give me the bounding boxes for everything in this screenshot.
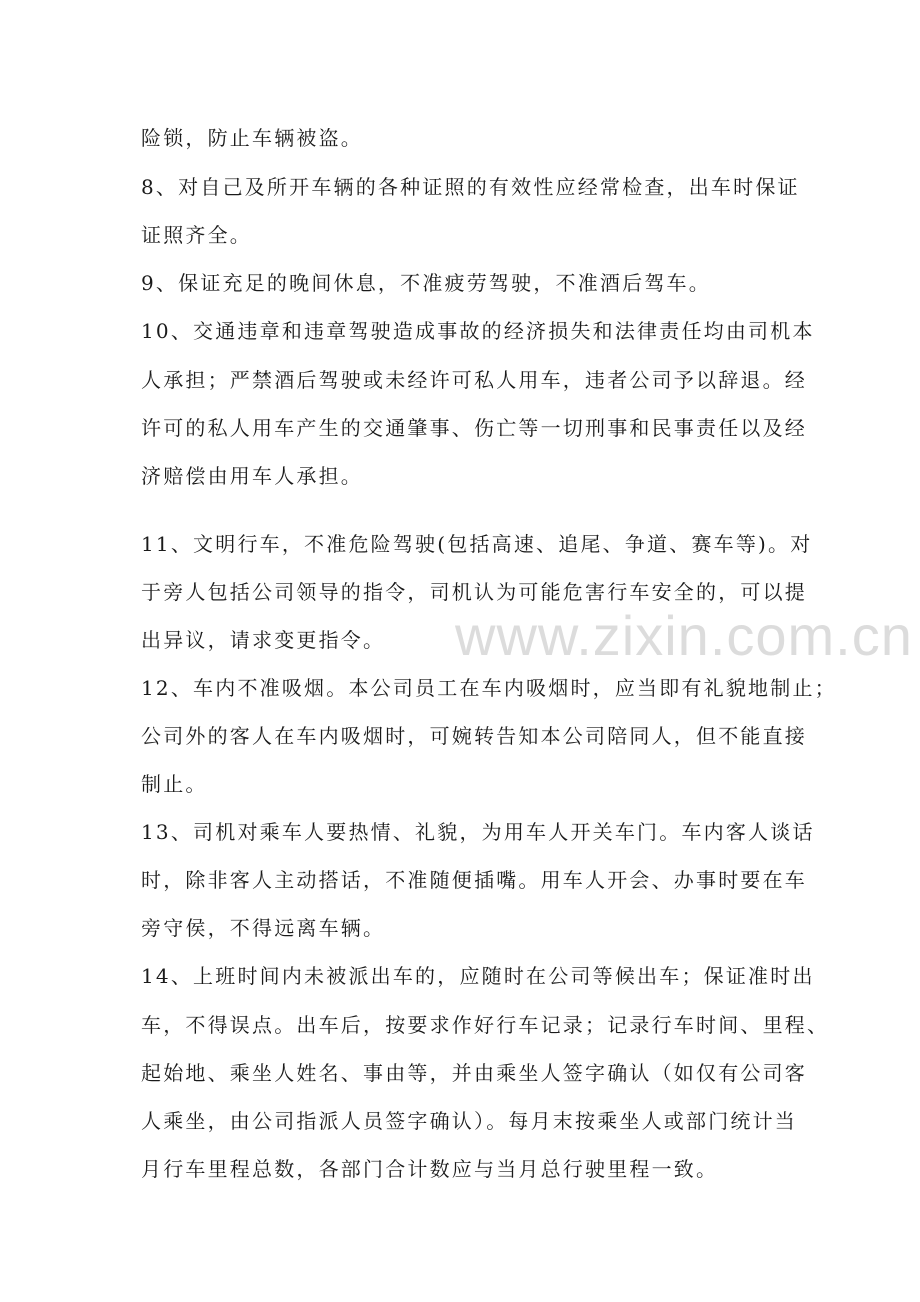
text-line: 8、对自己及所开车辆的各种证照的有效性应经常检查，出车时保证 xyxy=(141,175,800,199)
text-line: 证照齐全。 xyxy=(141,223,252,247)
text-line: 13、司机对乘车人要热情、礼貌，为用车人开关车门。车内客人谈话 xyxy=(141,820,815,844)
text-line: 制止。 xyxy=(141,772,208,796)
text-line: 险锁，防止车辆被盗。 xyxy=(141,126,363,150)
text-line: 许可的私人用车产生的交通肇事、伤亡等一切刑事和民事责任以及经 xyxy=(141,416,807,440)
text-line: 人乘坐，由公司指派人员签字确认）。每月末按乘坐人或部门统计当 xyxy=(141,1109,797,1133)
text-line: 14、上班时间内未被派出车的，应随时在公司等候出车；保证准时出 xyxy=(141,964,815,988)
text-line: 车，不得误点。出车后，按要求作好行车记录；记录行车时间、里程、 xyxy=(141,1013,830,1037)
text-line: 旁守侯，不得远离车辆。 xyxy=(141,916,386,940)
text-line: 12、车内不准吸烟。本公司员工在车内吸烟时，应当即有礼貌地制止； xyxy=(141,676,837,700)
text-line: 人承担；严禁酒后驾驶或未经许可私人用车，违者公司予以辞退。经 xyxy=(141,368,807,392)
watermark: www.zixin.com.cn xyxy=(455,604,913,667)
text-line: 公司外的客人在车内吸烟时，可婉转告知本公司陪同人，但不能直接 xyxy=(141,724,807,748)
text-line: 时，除非客人主动搭话，不准随便插嘴。用车人开会、办事时要在车 xyxy=(141,868,807,892)
text-line: 出异议，请求变更指令。 xyxy=(141,628,386,652)
text-line: 起始地、乘坐人姓名、事由等，并由乘坐人签字确认（如仅有公司客 xyxy=(141,1061,807,1085)
text-line: 11、文明行车，不准危险驾驶(包括高速、追尾、争道、赛车等)。对 xyxy=(141,532,813,556)
text-line: 于旁人包括公司领导的指令，司机认为可能危害行车安全的，可以提 xyxy=(141,580,807,604)
text-line: 济赔偿由用车人承担。 xyxy=(141,464,363,488)
text-line: 月行车里程总数，各部门合计数应与当月总行驶里程一致。 xyxy=(141,1157,719,1181)
text-line: 10、交通违章和违章驾驶造成事故的经济损失和法律责任均由司机本 xyxy=(141,319,815,343)
text-line: 9、保证充足的晚间休息，不准疲劳驾驶，不准酒后驾车。 xyxy=(141,271,711,295)
